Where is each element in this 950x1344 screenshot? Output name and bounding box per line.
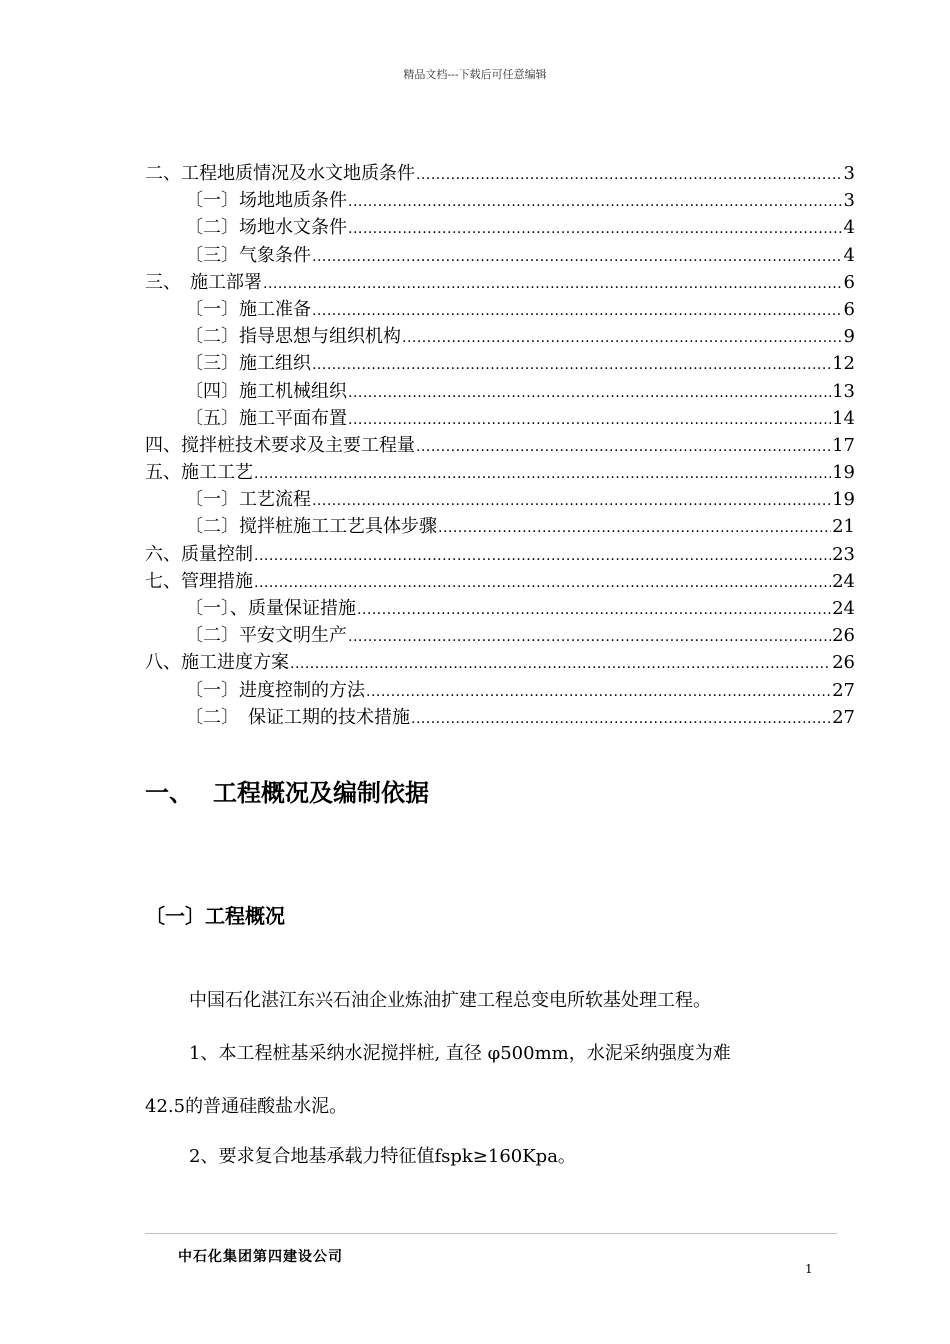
toc-entry-page: 26 [832,652,855,674]
toc-entry-title: 四、搅拌桩技术要求及主要工程量 [145,434,415,456]
toc-leader-dots [348,622,831,651]
toc-leader-dots [263,269,843,298]
toc-entry-title: 〔五〕施工平面布置 [185,407,347,429]
toc-entry-title: 六、质量控制 [145,543,253,565]
toc-entry[interactable] [145,432,855,459]
toc-entry-title: 三、 施工部署 [145,271,262,293]
toc-entry-page: 12 [832,353,855,375]
toc-entry-title: 〔二〕场地水文条件 [185,217,347,239]
toc-leader-dots [348,378,831,407]
toc-entry-page: 17 [832,434,855,456]
toc-leader-dots [290,649,831,678]
section-heading [145,773,429,808]
toc-entry[interactable] [145,160,855,187]
toc-leader-dots [254,541,831,570]
toc-entry-page: 27 [832,679,855,701]
toc-leader-dots [438,513,831,542]
toc-entry-title: 八、施工进度方案 [145,652,289,674]
toc-entry-page: 4 [843,217,855,239]
toc-entry-page: 24 [832,598,855,619]
toc-entry-page: 19 [832,489,855,511]
toc-entry-title: 七、管理措施 [145,570,253,592]
toc-entry[interactable] [145,405,855,432]
toc-entry-page: 6 [843,298,855,320]
toc-entry-page: 26 [832,625,855,647]
toc-entry-title: 〔一〕场地地质条件 [185,190,347,212]
toc-entry-title: 〔三〕气象条件 [185,244,311,266]
paragraph: 2、要求复合地基承载力特征值fspk≥160Kpa。 [189,1146,576,1167]
table-of-contents [145,160,855,731]
toc-entry[interactable] [145,704,855,731]
toc-leader-dots [402,323,843,352]
toc-leader-dots [312,296,843,325]
toc-entry-title: 〔二〕指导思想与组织机构 [185,326,401,348]
toc-entry-page: 14 [832,407,855,429]
toc-entry[interactable] [145,323,855,350]
toc-entry[interactable] [145,296,855,323]
paragraph: 中国石化湛江东兴石油企业炼油扩建工程总变电所软基处理工程。 [189,990,711,1011]
toc-entry[interactable] [145,242,855,269]
toc-entry[interactable] [145,513,855,540]
toc-leader-dots [348,405,831,434]
section-title: 工程概况及编制依据 [213,779,429,807]
toc-entry[interactable] [145,595,855,622]
toc-entry-page: 3 [843,190,855,212]
toc-leader-dots [254,459,831,488]
toc-leader-dots [312,242,843,271]
footer-company: 中石化集团第四建设公司 [178,1249,343,1265]
toc-leader-dots [254,568,831,597]
toc-leader-dots [312,350,831,379]
toc-entry-title: 〔二〕 保证工期的技术措施 [185,706,410,728]
toc-entry-title: 五、施工工艺 [145,462,253,484]
toc-entry[interactable] [145,350,855,377]
toc-entry-page: 6 [843,271,855,293]
toc-entry-page: 4 [843,244,855,266]
toc-entry-page: 13 [832,380,855,402]
toc-leader-dots [416,432,831,461]
toc-entry[interactable] [145,486,855,513]
section-number: 一、 [145,779,193,807]
footer-divider [145,1233,837,1234]
toc-leader-dots [366,677,831,706]
toc-entry-title: 〔一〕施工准备 [185,298,311,320]
toc-entry-title: 〔二〕搅拌桩施工工艺具体步骤 [185,516,437,538]
toc-entry-title: 〔一〕进度控制的方法 [185,679,365,701]
toc-entry-page: 24 [832,570,855,592]
toc-entry[interactable] [145,677,855,704]
toc-entry[interactable] [145,541,855,568]
toc-entry-page: 3 [843,163,855,184]
paragraph-continued: 42.5的普通硅酸盐水泥。 [145,1096,348,1117]
toc-leader-dots [348,214,843,243]
toc-entry[interactable] [145,269,855,296]
toc-entry[interactable] [145,622,855,649]
page-number: 1 [805,1262,813,1276]
toc-entry-title: 〔四〕施工机械组织 [185,380,347,402]
toc-entry-page: 27 [832,706,855,728]
toc-entry-title: 〔二〕平安文明生产 [185,625,347,647]
toc-leader-dots [312,486,831,515]
toc-entry-page: 9 [843,326,855,348]
subsection-heading: 〔一〕工程概况 [145,904,285,928]
toc-leader-dots [348,187,843,216]
toc-entry-page: 19 [832,462,855,484]
toc-entry-page: 23 [832,543,855,565]
toc-entry[interactable] [145,568,855,595]
toc-entry[interactable] [145,214,855,241]
toc-entry-title: 〔一〕、质量保证措施 [185,598,356,619]
page-header: 精品文档---下载后可任意编辑 [403,68,547,81]
toc-entry-page: 21 [832,516,855,538]
toc-entry[interactable] [145,187,855,214]
toc-entry[interactable] [145,378,855,405]
toc-entry[interactable] [145,649,855,676]
toc-leader-dots [416,160,843,189]
toc-entry-title: 〔一〕工艺流程 [185,489,311,511]
toc-leader-dots [357,595,831,624]
toc-entry-title: 二、工程地质情况及水文地质条件 [145,163,415,184]
paragraph: 1、本工程桩基采纳水泥搅拌桩, 直径 φ500mm，水泥采纳强度为难 [189,1043,731,1064]
toc-leader-dots [411,704,831,733]
toc-entry[interactable] [145,459,855,486]
toc-entry-title: 〔三〕施工组织 [185,353,311,375]
